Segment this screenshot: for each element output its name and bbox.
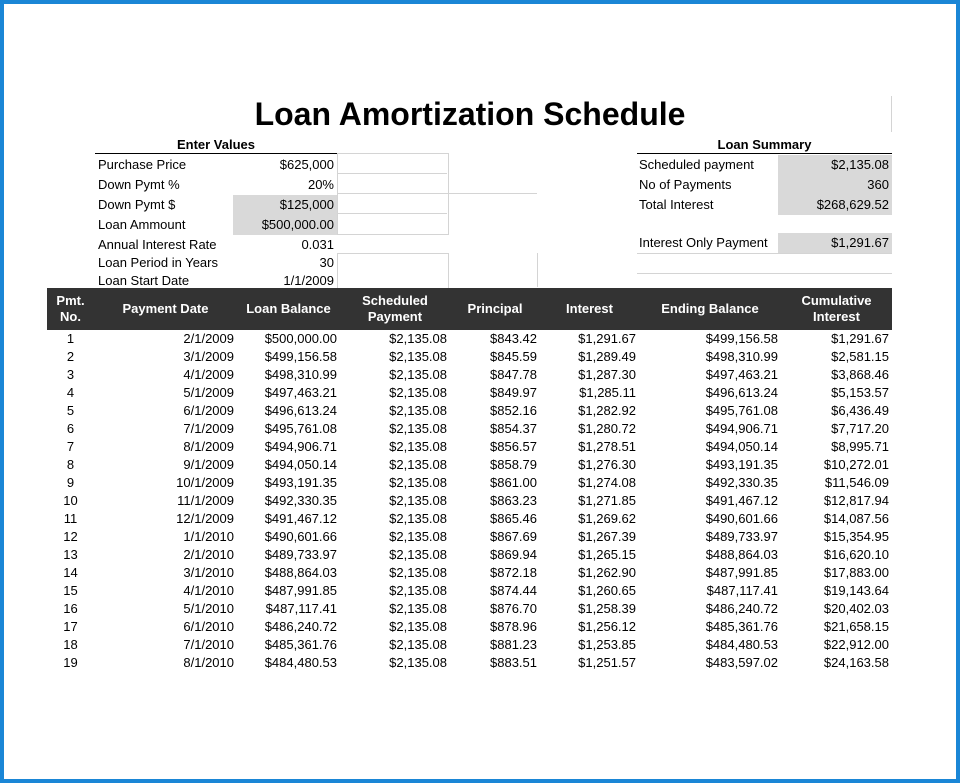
scheduled-payment-value: $2,135.08 [778,155,892,175]
gridline [337,173,447,174]
table-row [47,636,892,654]
table-cell: $15,354.95 [823,529,889,544]
loan-summary-header: Loan Summary [637,137,892,154]
input-row-down-pct[interactable] [98,175,337,195]
table-cell: 3/1/2009 [183,349,234,364]
column-header: Cumulative Interest [781,288,892,330]
table-cell: $1,274.08 [578,475,636,490]
table-cell: $876.70 [490,601,537,616]
enter-values-header: Enter Values [95,137,337,154]
table-row [47,618,892,636]
table-cell: $498,310.99 [264,367,337,382]
table-cell: 9/1/2009 [183,457,234,472]
table-row [47,492,892,510]
gridline [337,253,449,289]
table-cell: $497,463.21 [264,385,337,400]
table-cell: $19,143.64 [823,583,889,598]
table-cell: $2,135.08 [389,349,447,364]
num-payments-value: 360 [778,175,892,195]
amortization-table [47,288,892,672]
table-cell: $487,117.41 [706,583,778,598]
table-cell: $849.97 [490,385,537,400]
table-cell: $491,467.12 [705,493,778,508]
down-amount-value: $125,000 [233,195,337,215]
table-cell: $854.37 [490,421,537,436]
table-cell: $2,135.08 [389,385,447,400]
table-cell: $10,272.01 [823,457,889,472]
table-cell: $486,240.72 [264,619,337,634]
table-cell: $2,135.08 [389,439,447,454]
table-cell: 6/1/2010 [183,619,234,634]
table-cell: $1,269.62 [578,511,636,526]
table-cell: $494,050.14 [264,457,337,472]
table-row [47,582,892,600]
table-cell: $24,163.58 [823,655,889,670]
table-cell: $1,271.85 [578,493,636,508]
table-cell: $11,546.09 [824,475,889,490]
table-cell: $22,912.00 [823,637,889,652]
loan-amount-value: $500,000.00 [233,215,337,235]
input-row-loan-amount [98,215,337,235]
table-cell: $2,135.08 [389,565,447,580]
table-cell: $495,761.08 [705,403,778,418]
table-row [47,402,892,420]
table-cell: $6,436.49 [831,403,889,418]
enter-values-section [95,137,337,154]
table-cell: $881.23 [490,637,537,652]
column-header: Interest [540,288,639,330]
column-header: Principal [450,288,540,330]
table-cell: $20,402.03 [823,601,889,616]
table-cell: $495,761.08 [264,421,337,436]
row-label: Loan Start Date [98,273,190,288]
table-cell: $1,278.51 [578,439,636,454]
row-label: Loan Ammount [98,217,186,232]
interest-rate-value[interactable]: 0.031 [301,237,334,252]
table-row [47,654,892,672]
table-cell: $1,262.90 [578,565,636,580]
table-cell: 12/1/2009 [176,511,234,526]
table-cell: $489,733.97 [264,547,337,562]
table-cell: 15 [63,583,78,598]
table-row [47,366,892,384]
column-header: Scheduled Payment [340,288,450,330]
table-cell: $1,260.65 [578,583,636,598]
input-row-purchase-price[interactable] [98,155,337,175]
row-label: No of Payments [639,177,732,192]
table-row [47,546,892,564]
table-cell: $487,117.41 [265,601,337,616]
table-row [47,438,892,456]
table-cell: $496,613.24 [705,385,778,400]
table-cell: $1,285.11 [579,385,636,400]
table-cell: 7 [66,439,75,454]
total-interest-value: $268,629.52 [778,195,892,215]
table-cell: $499,156.58 [705,331,778,346]
column-header: Loan Balance [237,288,340,330]
table-cell: 17 [63,619,78,634]
table-cell: $2,135.08 [389,511,447,526]
table-cell: 12 [63,529,78,544]
table-cell: $492,330.35 [264,493,337,508]
gridline [337,193,537,194]
table-cell: $21,658.15 [823,619,889,634]
table-header-row [47,288,892,330]
column-header: Pmt. No. [47,288,94,330]
table-cell: 7/1/2010 [183,637,234,652]
table-row [47,456,892,474]
table-cell: $486,240.72 [705,601,778,616]
table-cell: 7/1/2009 [183,421,234,436]
table-cell: $843.42 [490,331,537,346]
table-cell: 11 [63,511,78,526]
table-cell: 13 [63,547,78,562]
table-cell: $1,256.12 [578,619,636,634]
table-cell: $1,291.67 [578,331,636,346]
table-cell: $500,000.00 [264,331,337,346]
table-cell: $1,265.15 [578,547,636,562]
table-cell: $2,135.08 [389,367,447,382]
gridline [637,253,892,254]
table-cell: $488,864.03 [264,565,337,580]
table-cell: $499,156.58 [264,349,337,364]
table-cell: $483,597.02 [705,655,778,670]
table-cell: 16 [63,601,78,616]
row-label: Total Interest [639,197,714,212]
table-cell: $485,361.76 [264,637,337,652]
row-label: Purchase Price [98,157,187,172]
table-cell: $1,282.92 [578,403,636,418]
table-cell: 6/1/2009 [183,403,234,418]
table-cell: $1,276.30 [578,457,636,472]
input-row-loan-period[interactable] [98,253,337,273]
row-label: Interest Only Payment [639,235,768,250]
table-cell: $2,135.08 [389,547,447,562]
table-cell: $2,135.08 [389,655,447,670]
table-cell: $494,050.14 [705,439,778,454]
table-cell: $498,310.99 [705,349,778,364]
purchase-price-value[interactable]: $625,000 [279,157,334,172]
table-row [47,600,892,618]
table-cell: 1/1/2010 [183,529,234,544]
table-cell: $2,135.08 [389,529,447,544]
table-cell: $872.18 [490,565,537,580]
table-cell: 3/1/2010 [183,565,234,580]
table-row [47,510,892,528]
gridline [637,273,892,274]
table-cell: 5/1/2010 [183,601,234,616]
table-cell: $847.78 [490,367,537,382]
loan-period-value[interactable]: 30 [319,255,334,270]
loan-summary-section [637,137,892,154]
table-row [47,474,892,492]
table-cell: $2,135.08 [389,457,447,472]
gridline [891,96,892,132]
table-cell: $2,135.08 [389,475,447,490]
table-cell: $867.69 [490,529,537,544]
table-cell: $1,267.39 [578,529,636,544]
summary-row-num-payments [639,175,892,195]
row-label: Down Pymt % [98,177,180,192]
table-cell: 4/1/2009 [183,367,234,382]
row-label: Loan Period in Years [98,255,218,270]
table-cell: $3,868.46 [831,367,889,382]
input-row-down-amount [98,195,337,215]
table-body [47,330,892,672]
table-cell: $488,864.03 [705,547,778,562]
table-cell: 5 [66,403,75,418]
table-cell: $1,251.57 [578,655,636,670]
table-cell: 8 [66,457,75,472]
table-cell: 8/1/2009 [183,439,234,454]
interest-only-value: $1,291.67 [778,233,892,253]
table-cell: $490,601.66 [264,529,337,544]
summary-row-scheduled-payment [639,155,892,175]
table-cell: $490,601.66 [705,511,778,526]
table-cell: 11/1/2009 [177,493,234,508]
table-cell: 4 [66,385,75,400]
table-cell: $1,253.85 [578,637,636,652]
row-label: Annual Interest Rate [98,237,217,252]
table-cell: 4/1/2010 [183,583,234,598]
table-cell: 19 [63,655,78,670]
table-cell: $2,135.08 [389,637,447,652]
table-cell: $5,153.57 [831,385,889,400]
table-cell: $16,620.10 [823,547,889,562]
table-cell: $852.16 [490,403,537,418]
table-cell: $487,991.85 [705,565,778,580]
table-cell: 9 [66,475,75,490]
table-cell: $2,135.08 [389,493,447,508]
table-cell: 18 [63,637,78,652]
table-cell: 5/1/2009 [183,385,234,400]
table-cell: $858.79 [490,457,537,472]
table-cell: $2,135.08 [389,601,447,616]
start-date-value[interactable]: 1/1/2009 [283,273,334,288]
table-cell: 1 [66,331,75,346]
table-cell: $2,135.08 [389,619,447,634]
row-label: Down Pymt $ [98,197,176,212]
table-cell: $2,135.08 [389,331,447,346]
gridline [337,213,447,214]
input-row-interest-rate[interactable] [98,235,337,255]
table-row [47,528,892,546]
table-cell: $494,906.71 [264,439,337,454]
table-cell: $861.00 [490,475,537,490]
table-cell: 3 [66,367,75,382]
summary-row-total-interest [639,195,892,215]
table-cell: $845.59 [490,349,537,364]
table-cell: $484,480.53 [705,637,778,652]
gridline [337,153,449,235]
table-cell: $856.57 [490,439,537,454]
table-cell: $1,291.67 [831,331,889,346]
table-row [47,348,892,366]
table-cell: $494,906.71 [705,421,778,436]
table-cell: $7,717.20 [831,421,889,436]
table-cell: $12,817.94 [823,493,889,508]
table-cell: 10/1/2009 [176,475,234,490]
down-pct-value[interactable]: 20% [307,177,334,192]
table-cell: $17,883.00 [823,565,889,580]
table-cell: 2/1/2009 [183,331,234,346]
table-cell: $874.44 [490,583,537,598]
table-row [47,384,892,402]
row-label: Scheduled payment [639,157,754,172]
table-cell: 8/1/2010 [183,655,234,670]
table-cell: $2,135.08 [389,421,447,436]
table-cell: $883.51 [490,655,537,670]
table-row [47,420,892,438]
table-cell: $1,289.49 [578,349,636,364]
table-cell: 2/1/2010 [183,547,234,562]
table-cell: $1,287.30 [578,367,636,382]
summary-row-interest-only [639,233,892,253]
column-header: Ending Balance [639,288,781,330]
table-row [47,330,892,348]
table-cell: $863.23 [490,493,537,508]
table-cell: $493,191.35 [264,475,337,490]
table-cell: $2,135.08 [389,583,447,598]
table-cell: 10 [63,493,78,508]
table-cell: $487,991.85 [264,583,337,598]
table-cell: $496,613.24 [264,403,337,418]
table-cell: $869.94 [490,547,537,562]
table-cell: $484,480.53 [264,655,337,670]
table-cell: $8,995.71 [831,439,889,454]
column-header: Payment Date [94,288,237,330]
gridline [537,253,538,287]
table-cell: 2 [66,349,75,364]
table-cell: $485,361.76 [705,619,778,634]
table-cell: $492,330.35 [705,475,778,490]
table-cell: 14 [63,565,78,580]
table-cell: $489,733.97 [705,529,778,544]
table-cell: 6 [66,421,75,436]
table-cell: $497,463.21 [705,367,778,382]
table-cell: $1,280.72 [578,421,636,436]
table-cell: $865.46 [490,511,537,526]
table-cell: $2,581.15 [831,349,889,364]
table-cell: $2,135.08 [389,403,447,418]
table-cell: $878.96 [490,619,537,634]
table-cell: $14,087.56 [823,511,889,526]
page-title: Loan Amortization Schedule [254,96,686,132]
table-cell: $493,191.35 [705,457,778,472]
table-cell: $1,258.39 [578,601,636,616]
table-cell: $491,467.12 [264,511,337,526]
table-row [47,564,892,582]
